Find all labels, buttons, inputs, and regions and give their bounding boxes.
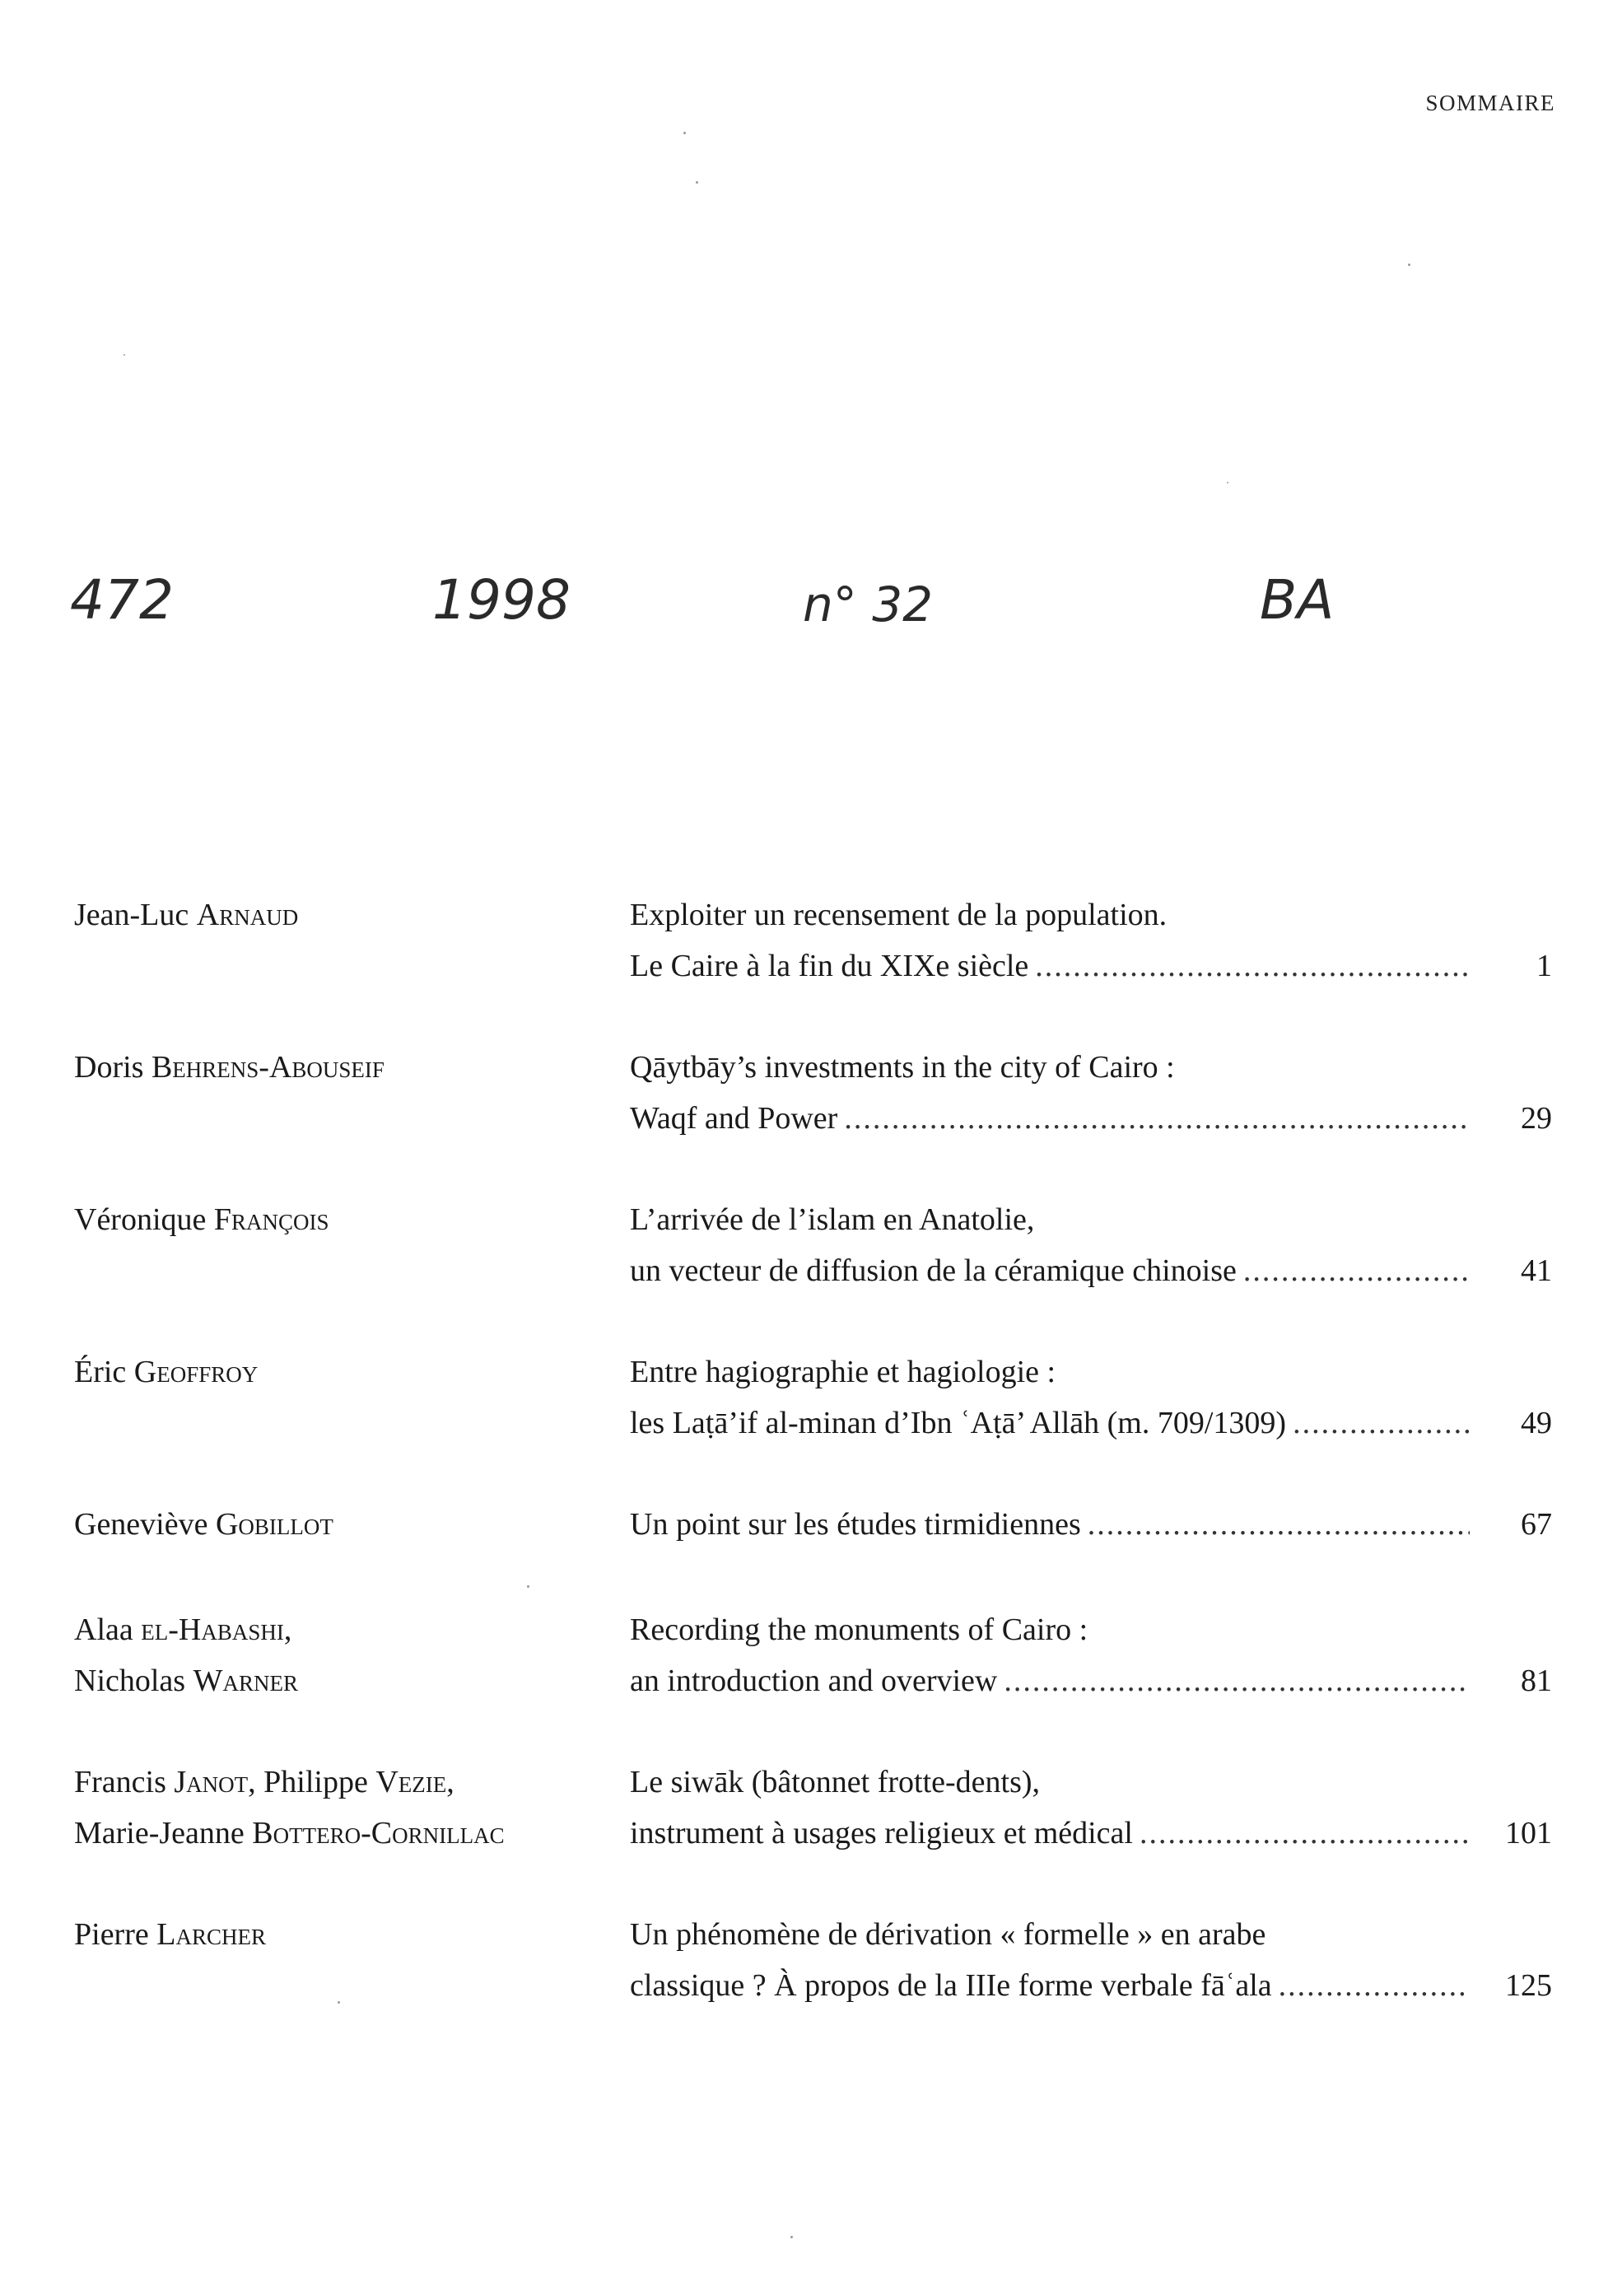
author-first-name: Doris: [74, 1050, 151, 1085]
author-last-name: Vezie,: [375, 1765, 454, 1799]
title-last-line: les Laṭā’if al-minan d’Ibn ʿAṭā’ Allāh (m. 709/1309): [630, 1406, 1287, 1440]
title-line: Qāytbāy’s investments in the city of Cairo :: [630, 1050, 1175, 1085]
title-line: Un phénomène de dérivation « formelle » en arabe: [630, 1917, 1266, 1952]
entry-authors: [74, 1909, 618, 1960]
entry-title: [630, 1499, 1470, 1550]
dot-leader: [1140, 1808, 1470, 1859]
handwritten-note: BA: [1260, 568, 1335, 632]
dot-leader: [1088, 1499, 1470, 1550]
page-number: 49: [1521, 1406, 1552, 1440]
entry-authors: [74, 889, 618, 940]
entry-authors: [74, 1499, 618, 1550]
author-first-name: Éric: [74, 1355, 134, 1389]
title-last-line: Le Caire à la fin du XIXe siècle: [630, 949, 1029, 983]
scan-speck: [527, 1585, 529, 1588]
entry-authors: [74, 1042, 618, 1093]
author-last-name: Geoffroy: [133, 1355, 259, 1389]
title-last-line: an introduction and overview: [630, 1664, 998, 1698]
author-last-name: el-Habashi,: [141, 1612, 292, 1647]
page-number: 81: [1521, 1664, 1552, 1698]
entry-authors: [74, 1346, 618, 1398]
author-first-name: Geneviève: [74, 1507, 216, 1542]
entry-title: [630, 1757, 1470, 1859]
author-first-name: Alaa: [74, 1612, 142, 1647]
entry-title: [630, 889, 1470, 992]
scan-speck: [338, 2001, 340, 2004]
author-last-name: François: [213, 1202, 329, 1237]
author-last-name: Arnaud: [196, 898, 299, 932]
title-last-line: un vecteur de diffusion de la céramique chinoise: [630, 1253, 1237, 1288]
entry-authors: [74, 1604, 618, 1706]
author-last-name: Behrens-Abouseif: [151, 1050, 385, 1085]
page-number: 101: [1505, 1816, 1552, 1850]
author-first-name: Véronique: [74, 1202, 214, 1237]
page-number: 125: [1505, 1968, 1552, 2003]
dot-leader: [1035, 940, 1470, 992]
scan-speck: [124, 354, 125, 356]
author-first-name: Jean-Luc: [74, 898, 197, 932]
title-last-line: Waqf and Power: [630, 1101, 838, 1136]
dot-leader: [1243, 1245, 1470, 1296]
scan-speck: [790, 2236, 793, 2238]
scan-speck: [683, 132, 686, 134]
section-header: SOMMAIRE: [1425, 91, 1555, 115]
page-number: 1: [1536, 949, 1552, 983]
title-last-line: instrument à usages religieux et médical: [630, 1816, 1133, 1850]
handwritten-note: 1998: [432, 568, 571, 632]
page-number: 41: [1521, 1253, 1552, 1288]
title-last-line: Un point sur les études tirmidiennes: [630, 1507, 1081, 1542]
author-last-name: Warner: [193, 1664, 298, 1698]
title-last-line: classique ? À propos de la IIIe forme verbale fāʿala: [630, 1968, 1272, 2003]
scan-speck: [696, 181, 698, 184]
author-last-name: Larcher: [156, 1917, 266, 1952]
handwritten-note: 472: [70, 568, 174, 632]
entry-title: [630, 1194, 1470, 1296]
title-line: Le siwāk (bâtonnet frotte-dents),: [630, 1765, 1041, 1799]
author-last-name: Janot: [174, 1765, 249, 1799]
title-line: Entre hagiographie et hagiologie :: [630, 1355, 1056, 1389]
author-last-name: Bottero-Cornillac: [252, 1816, 505, 1850]
entry-authors: [74, 1194, 618, 1245]
entry-title: [630, 1604, 1470, 1706]
handwritten-note: n° 32: [803, 576, 933, 632]
entry-title: [630, 1346, 1470, 1449]
author-first-name: Marie-Jeanne: [74, 1816, 253, 1850]
dot-leader: [1279, 1960, 1470, 2011]
author-first-name: Francis: [74, 1765, 175, 1799]
title-line: Exploiter un recensement de la population.: [630, 898, 1168, 932]
scan-speck: [1227, 482, 1228, 483]
title-line: L’arrivée de l’islam en Anatolie,: [630, 1202, 1035, 1237]
author-first-name: Pierre: [74, 1917, 157, 1952]
entry-authors: [74, 1757, 618, 1859]
dot-leader: [1004, 1655, 1470, 1706]
author-last-name: Gobillot: [215, 1507, 333, 1542]
entry-title: [630, 1042, 1470, 1144]
title-line: Recording the monuments of Cairo :: [630, 1612, 1088, 1647]
entry-title: [630, 1909, 1470, 2011]
page-number: 29: [1521, 1101, 1552, 1136]
dot-leader: [1293, 1398, 1470, 1449]
author-first-name: Nicholas: [74, 1664, 193, 1698]
scan-speck: [1408, 264, 1410, 266]
dot-leader: [844, 1093, 1470, 1144]
author-first-name: , Philippe: [248, 1765, 376, 1799]
page-number: 67: [1521, 1507, 1552, 1542]
